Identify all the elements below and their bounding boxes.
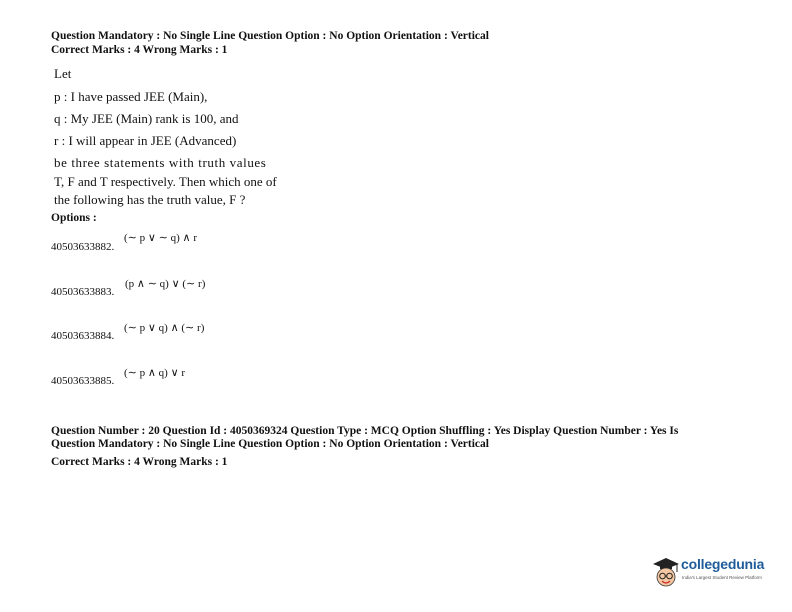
option-id: 40503633884. [51,330,115,342]
question-line: p : I have passed JEE (Main), [54,89,208,104]
logo-wordmark: collegedunia [681,556,765,572]
option-expression: (∼ p ∨ ∼ q) ∧ r [124,232,198,244]
option-expression: (∼ p ∨ q) ∧ (∼ r) [124,322,205,334]
question-line: the following has the truth value, F ? [54,192,246,207]
marks-line: Correct Marks : 4 Wrong Marks : 1 [51,44,228,56]
option-id: 40503633883. [51,286,115,298]
collegedunia-logo [652,556,772,592]
option-id: 40503633882. [51,241,115,253]
option-id: 40503633885. [51,375,115,387]
question-line: T, F and T respectively. Then which one of [54,174,277,189]
options-label: Options : [51,212,97,224]
question-line: r : I will appear in JEE (Advanced) [54,133,237,148]
question-line: q : My JEE (Main) rank is 100, and [54,111,239,126]
question-meta-line: Question Mandatory : No Single Line Question Option : No Option Orientation : Vertical [51,30,489,42]
option-expression: (∼ p ∧ q) ∨ r [124,367,186,379]
question-line: be three statements with truth values [54,155,267,170]
logo-tagline: India's Largest Student Review Platform [682,575,762,580]
next-question-meta-line: Question Mandatory : No Single Line Question Option : No Option Orientation : Vertical [51,438,489,450]
next-question-meta-line: Question Number : 20 Question Id : 4050369324 Question Type : MCQ Option Shuffling : Yes Display Question Number : Yes Is [51,425,679,437]
next-question-marks-line: Correct Marks : 4 Wrong Marks : 1 [51,456,228,468]
question-line: Let [54,66,72,81]
graduate-mascot-icon [652,556,680,590]
option-expression: (p ∧ ∼ q) ∨ (∼ r) [125,278,206,290]
